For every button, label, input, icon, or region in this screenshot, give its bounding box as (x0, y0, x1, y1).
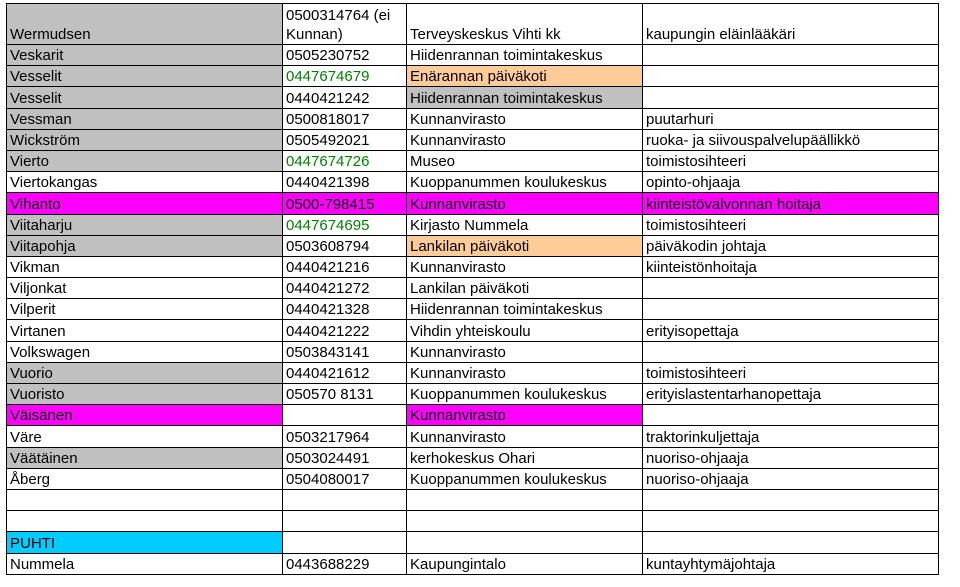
name-cell: Väätäinen (7, 447, 283, 468)
table-row (7, 87, 939, 108)
phone-cell: 0500-798415 (283, 193, 407, 214)
location-cell: Hiidenrannan toimintakeskus (407, 299, 643, 320)
title-cell: erityislastentarhanopettaja (643, 384, 939, 405)
phone-cell: 0503024491 (283, 447, 407, 468)
name-cell: Viitaharju (7, 214, 283, 235)
directory-rows (7, 4, 939, 575)
location-cell: Kunnanvirasto (407, 129, 643, 150)
location-cell (407, 532, 643, 553)
table-row (7, 172, 939, 193)
name-cell: Vuoristo (7, 384, 283, 405)
title-cell: ruoka- ja siivouspalvelupäällikkö (643, 129, 939, 150)
name-cell: Vesselit (7, 66, 283, 87)
location-cell: Lankilan päiväkoti (407, 278, 643, 299)
name-cell: Wickström (7, 129, 283, 150)
location-cell: Hiidenrannan toimintakeskus (407, 45, 643, 66)
location-cell: Kunnanvirasto (407, 405, 643, 426)
phone-cell: 0504080017 (283, 468, 407, 489)
location-cell: Kirjasto Nummela (407, 214, 643, 235)
title-cell: nuoriso-ohjaaja (643, 447, 939, 468)
table-row (7, 278, 939, 299)
title-cell: nuoriso-ohjaaja (643, 468, 939, 489)
title-cell (643, 532, 939, 553)
location-cell: Kuoppanummen koulukeskus (407, 468, 643, 489)
phone-cell: 0503843141 (283, 341, 407, 362)
table-row (7, 108, 939, 129)
title-cell: toimistosihteeri (643, 150, 939, 171)
title-cell: kaupungin eläinlääkäri (643, 4, 939, 45)
location-cell: Kunnanvirasto (407, 341, 643, 362)
table-row (7, 129, 939, 150)
table-row (7, 45, 939, 66)
table-row (7, 532, 939, 553)
table-row (7, 299, 939, 320)
phone-directory-table (6, 3, 939, 575)
name-cell (7, 489, 283, 510)
name-cell: Väisänen (7, 405, 283, 426)
location-cell: Vihdin yhteiskoulu (407, 320, 643, 341)
phone-cell: 0440421242 (283, 87, 407, 108)
title-cell (643, 66, 939, 87)
phone-cell: 0440421216 (283, 256, 407, 277)
title-cell (643, 489, 939, 510)
title-cell (643, 45, 939, 66)
location-cell: kerhokeskus Ohari (407, 447, 643, 468)
phone-cell: 050570 8131 (283, 384, 407, 405)
name-cell: Vihanto (7, 193, 283, 214)
title-cell: toimistosihteeri (643, 214, 939, 235)
name-cell: Wermudsen (7, 4, 283, 45)
location-cell: Kunnanvirasto (407, 426, 643, 447)
table-row (7, 384, 939, 405)
table-row (7, 489, 939, 510)
table-row (7, 405, 939, 426)
name-cell: Volkswagen (7, 341, 283, 362)
phone-cell: 0447674679 (283, 66, 407, 87)
table-row (7, 341, 939, 362)
location-cell: Kaupungintalo (407, 553, 643, 574)
table-row (7, 214, 939, 235)
name-cell: Vuorio (7, 362, 283, 383)
name-cell: Virtanen (7, 320, 283, 341)
phone-cell (283, 405, 407, 426)
location-cell: Lankilan päiväkoti (407, 235, 643, 256)
phone-cell: 0440421272 (283, 278, 407, 299)
table-row (7, 235, 939, 256)
phone-cell: 0505492021 (283, 129, 407, 150)
location-cell: Kunnanvirasto (407, 362, 643, 383)
name-cell: PUHTI (7, 532, 283, 553)
name-cell: Viitapohja (7, 235, 283, 256)
table-row (7, 362, 939, 383)
table-row (7, 256, 939, 277)
name-cell: Vikman (7, 256, 283, 277)
name-cell: Viljonkat (7, 278, 283, 299)
phone-cell: 0447674695 (283, 214, 407, 235)
title-cell: kiinteistövalvonnan hoitaja (643, 193, 939, 214)
title-cell: toimistosihteeri (643, 362, 939, 383)
location-cell (407, 511, 643, 532)
location-cell: Terveyskeskus Vihti kk (407, 4, 643, 45)
table-row (7, 66, 939, 87)
title-cell: päiväkodin johtaja (643, 235, 939, 256)
name-cell: Nummela (7, 553, 283, 574)
phone-cell: 0440421612 (283, 362, 407, 383)
phone-cell (283, 489, 407, 510)
location-cell: Hiidenrannan toimintakeskus (407, 87, 643, 108)
title-cell (643, 511, 939, 532)
phone-cell: 0440421398 (283, 172, 407, 193)
name-cell: Veskarit (7, 45, 283, 66)
title-cell: kuntayhtymäjohtaja (643, 553, 939, 574)
title-cell (643, 87, 939, 108)
name-cell: Vesselit (7, 87, 283, 108)
title-cell (643, 341, 939, 362)
phone-cell: 0500314764 (ei Kunnan) (283, 4, 407, 45)
name-cell: Viertokangas (7, 172, 283, 193)
title-cell (643, 405, 939, 426)
location-cell: Kunnanvirasto (407, 108, 643, 129)
phone-cell: 0500818017 (283, 108, 407, 129)
table-row (7, 447, 939, 468)
phone-cell: 0505230752 (283, 45, 407, 66)
name-cell: Vessman (7, 108, 283, 129)
title-cell: traktorinkuljettaja (643, 426, 939, 447)
location-cell: Enärannan päiväkoti (407, 66, 643, 87)
table-row (7, 193, 939, 214)
table-row (7, 320, 939, 341)
table-row (7, 553, 939, 574)
table-row (7, 511, 939, 532)
phone-cell: 0443688229 (283, 553, 407, 574)
phone-cell (283, 532, 407, 553)
title-cell: kiinteistönhoitaja (643, 256, 939, 277)
title-cell (643, 299, 939, 320)
name-cell: Väre (7, 426, 283, 447)
name-cell (7, 511, 283, 532)
phone-cell: 0440421222 (283, 320, 407, 341)
name-cell: Åberg (7, 468, 283, 489)
table-row (7, 150, 939, 171)
phone-cell: 0503217964 (283, 426, 407, 447)
phone-cell: 0440421328 (283, 299, 407, 320)
name-cell: Vilperit (7, 299, 283, 320)
name-cell: Vierto (7, 150, 283, 171)
location-cell: Museo (407, 150, 643, 171)
location-cell: Kuoppanummen koulukeskus (407, 172, 643, 193)
phone-cell (283, 511, 407, 532)
title-cell: erityisopettaja (643, 320, 939, 341)
table-row (7, 468, 939, 489)
title-cell (643, 278, 939, 299)
table-row (7, 4, 939, 45)
phone-cell: 0447674726 (283, 150, 407, 171)
location-cell: Kunnanvirasto (407, 256, 643, 277)
location-cell (407, 489, 643, 510)
phone-cell: 0503608794 (283, 235, 407, 256)
title-cell: puutarhuri (643, 108, 939, 129)
table-row (7, 426, 939, 447)
title-cell: opinto-ohjaaja (643, 172, 939, 193)
location-cell: Kuoppanummen koulukeskus (407, 384, 643, 405)
location-cell: Kunnanvirasto (407, 193, 643, 214)
